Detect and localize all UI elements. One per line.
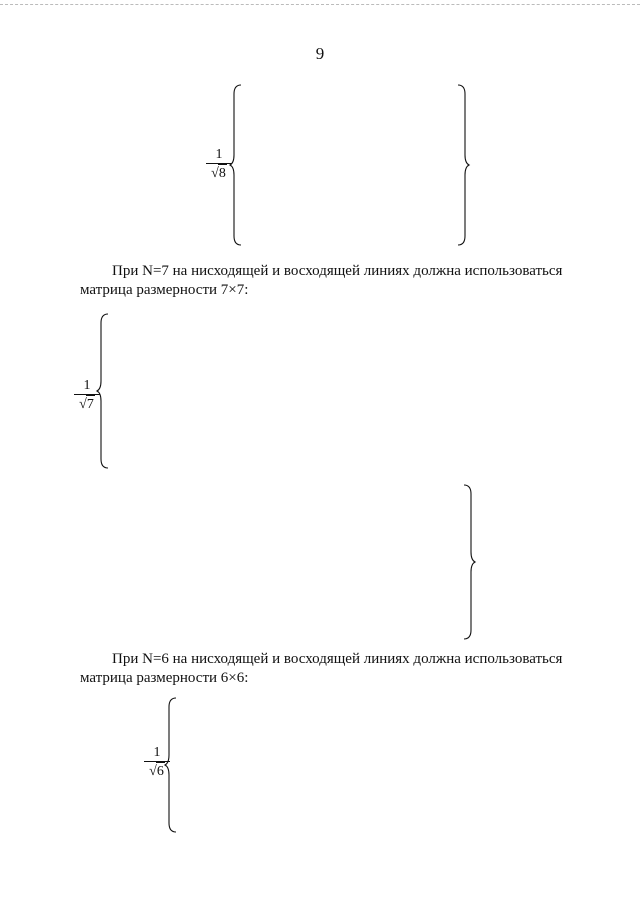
top-edge-line bbox=[0, 4, 640, 5]
m7-right-bracket bbox=[462, 484, 476, 640]
m7-coef-numerator: 1 bbox=[74, 377, 100, 395]
m8-coef-numerator: 1 bbox=[206, 146, 232, 164]
page-number: 9 bbox=[315, 44, 325, 63]
m6-coef-denominator: 6 bbox=[156, 764, 164, 779]
m7-left-bracket bbox=[96, 313, 110, 469]
paragraph-n7 bbox=[80, 262, 608, 300]
m6-left-bracket bbox=[164, 697, 178, 833]
m8-coef-denominator: 8 bbox=[218, 166, 226, 181]
sqrt-sign-icon: √ bbox=[79, 397, 87, 412]
m8-right-bracket bbox=[456, 84, 470, 246]
sqrt-sign-icon: √ bbox=[211, 166, 219, 181]
sqrt-sign-icon: √ bbox=[149, 764, 157, 779]
paragraph-n7-line1: При N=7 на нисходящей и восходящей линиях должна использоваться bbox=[112, 263, 563, 279]
m7-coef-denominator: 7 bbox=[86, 397, 94, 412]
m6-coef-numerator: 1 bbox=[144, 744, 170, 762]
paragraph-n6-line2: матрица размерности 6×6: bbox=[80, 670, 249, 686]
paragraph-n7-line2: матрица размерности 7×7: bbox=[80, 282, 249, 298]
m8-left-bracket bbox=[229, 84, 243, 246]
paragraph-n6 bbox=[80, 650, 608, 688]
paragraph-n6-line1: При N=6 на нисходящей и восходящей линиях должна использоваться bbox=[112, 651, 563, 667]
